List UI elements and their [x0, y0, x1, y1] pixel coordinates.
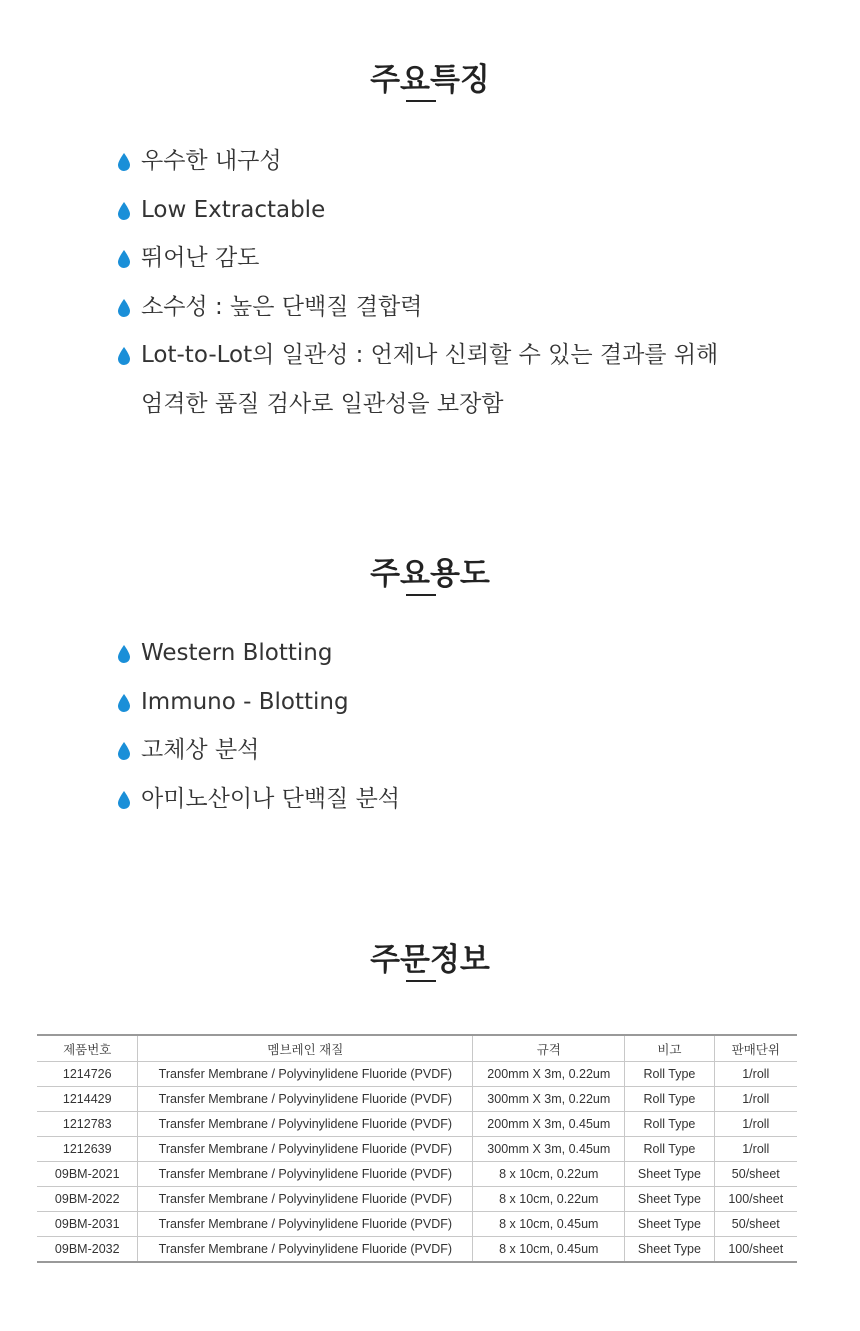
- water-drop-icon: [117, 250, 131, 268]
- material-cell: Transfer Membrane / Polyvinylidene Fluoride (PVDF): [138, 1212, 473, 1237]
- unit-cell: 1/roll: [714, 1112, 797, 1137]
- table-row: [37, 1137, 797, 1162]
- material-cell: Transfer Membrane / Polyvinylidene Fluoride (PVDF): [138, 1162, 473, 1187]
- product-code-cell: 09BM-2022: [37, 1187, 138, 1212]
- table-row: [37, 1087, 797, 1112]
- water-drop-icon: [117, 694, 131, 712]
- spec-cell: 8 x 10cm, 0.45um: [473, 1237, 625, 1263]
- features-item: [117, 192, 718, 241]
- order-table-body: [37, 1062, 797, 1263]
- applications-list: [117, 635, 400, 829]
- water-drop-icon: [117, 202, 131, 220]
- note-cell: Sheet Type: [625, 1162, 714, 1187]
- unit-cell: 100/sheet: [714, 1237, 797, 1263]
- spec-cell: 8 x 10cm, 0.22um: [473, 1187, 625, 1212]
- features-item: [117, 240, 718, 289]
- applications-item-text: 고체상 분석: [141, 737, 260, 763]
- product-code-cell: 1214726: [37, 1062, 138, 1087]
- features-item-continuation: [117, 386, 718, 435]
- water-drop-icon: [117, 645, 131, 663]
- spec-cell: 300mm X 3m, 0.22um: [473, 1087, 625, 1112]
- material-cell: Transfer Membrane / Polyvinylidene Fluoride (PVDF): [138, 1237, 473, 1263]
- features-item-text: 뛰어난 감도: [141, 245, 260, 271]
- applications-item-text: Western Blotting: [141, 640, 333, 666]
- features-item-text: 우수한 내구성: [141, 148, 282, 174]
- material-cell: Transfer Membrane / Polyvinylidene Fluoride (PVDF): [138, 1187, 473, 1212]
- product-code-cell: 09BM-2031: [37, 1212, 138, 1237]
- product-code-cell: 09BM-2032: [37, 1237, 138, 1263]
- product-code-cell: 1214429: [37, 1087, 138, 1112]
- spec-cell: 200mm X 3m, 0.22um: [473, 1062, 625, 1087]
- unit-cell: 1/roll: [714, 1062, 797, 1087]
- features-item: [117, 143, 718, 192]
- note-cell: Sheet Type: [625, 1212, 714, 1237]
- spec-cell: 8 x 10cm, 0.22um: [473, 1162, 625, 1187]
- unit-cell: 1/roll: [714, 1087, 797, 1112]
- order-title-underline: [406, 980, 436, 982]
- unit-cell: 1/roll: [714, 1137, 797, 1162]
- header-unit: 판매단위: [714, 1035, 797, 1062]
- applications-item: [117, 781, 400, 830]
- table-row: [37, 1112, 797, 1137]
- features-item: [117, 289, 718, 338]
- product-code-cell: 09BM-2021: [37, 1162, 138, 1187]
- table-row: [37, 1062, 797, 1087]
- header-note: 비고: [625, 1035, 714, 1062]
- note-cell: Roll Type: [625, 1087, 714, 1112]
- note-cell: Roll Type: [625, 1137, 714, 1162]
- features-item-continuation-text: 엄격한 품질 검사로 일관성을 보장함: [141, 390, 504, 417]
- material-cell: Transfer Membrane / Polyvinylidene Fluoride (PVDF): [138, 1137, 473, 1162]
- note-cell: Roll Type: [625, 1062, 714, 1087]
- unit-cell: 50/sheet: [714, 1212, 797, 1237]
- water-drop-icon: [117, 299, 131, 317]
- features-item: [117, 337, 718, 386]
- spec-cell: 8 x 10cm, 0.45um: [473, 1212, 625, 1237]
- product-code-cell: 1212783: [37, 1112, 138, 1137]
- material-cell: Transfer Membrane / Polyvinylidene Fluoride (PVDF): [138, 1062, 473, 1087]
- note-cell: Sheet Type: [625, 1237, 714, 1263]
- applications-item: [117, 732, 400, 781]
- features-title-underline: [406, 100, 436, 102]
- table-row: [37, 1187, 797, 1212]
- header-product-code: 제품번호: [37, 1035, 138, 1062]
- applications-title-underline: [406, 594, 436, 596]
- table-row: [37, 1212, 797, 1237]
- applications-item: [117, 684, 400, 733]
- order-table-header-row: [37, 1035, 797, 1062]
- header-spec: 규격: [473, 1035, 625, 1062]
- water-drop-icon: [117, 791, 131, 809]
- applications-item: [117, 635, 400, 684]
- header-material: 멤브레인 재질: [138, 1035, 473, 1062]
- spec-cell: 300mm X 3m, 0.45um: [473, 1137, 625, 1162]
- water-drop-icon: [117, 347, 131, 365]
- applications-item-text: Immuno - Blotting: [141, 688, 349, 715]
- spec-cell: 200mm X 3m, 0.45um: [473, 1112, 625, 1137]
- material-cell: Transfer Membrane / Polyvinylidene Fluoride (PVDF): [138, 1087, 473, 1112]
- order-table: [37, 1034, 797, 1263]
- product-code-cell: 1212639: [37, 1137, 138, 1162]
- note-cell: Roll Type: [625, 1112, 714, 1137]
- material-cell: Transfer Membrane / Polyvinylidene Fluoride (PVDF): [138, 1112, 473, 1137]
- features-title: 주요특징: [370, 62, 490, 98]
- features-item-text: 소수성 : 높은 단백질 결합력: [141, 293, 423, 320]
- unit-cell: 50/sheet: [714, 1162, 797, 1187]
- water-drop-icon: [117, 742, 131, 760]
- order-title: 주문정보: [370, 942, 490, 978]
- applications-item-text: 아미노산이나 단백질 분석: [141, 785, 401, 812]
- applications-title: 주요용도: [370, 556, 490, 592]
- water-drop-icon: [117, 153, 131, 171]
- unit-cell: 100/sheet: [714, 1187, 797, 1212]
- features-list: [117, 143, 718, 434]
- features-item-text: Low Extractable: [141, 196, 326, 223]
- table-row: [37, 1162, 797, 1187]
- features-item-text: Lot-to-Lot의 일관성 : 언제나 신뢰할 수 있는 결과를 위해: [141, 342, 719, 368]
- note-cell: Sheet Type: [625, 1187, 714, 1212]
- table-row: [37, 1237, 797, 1263]
